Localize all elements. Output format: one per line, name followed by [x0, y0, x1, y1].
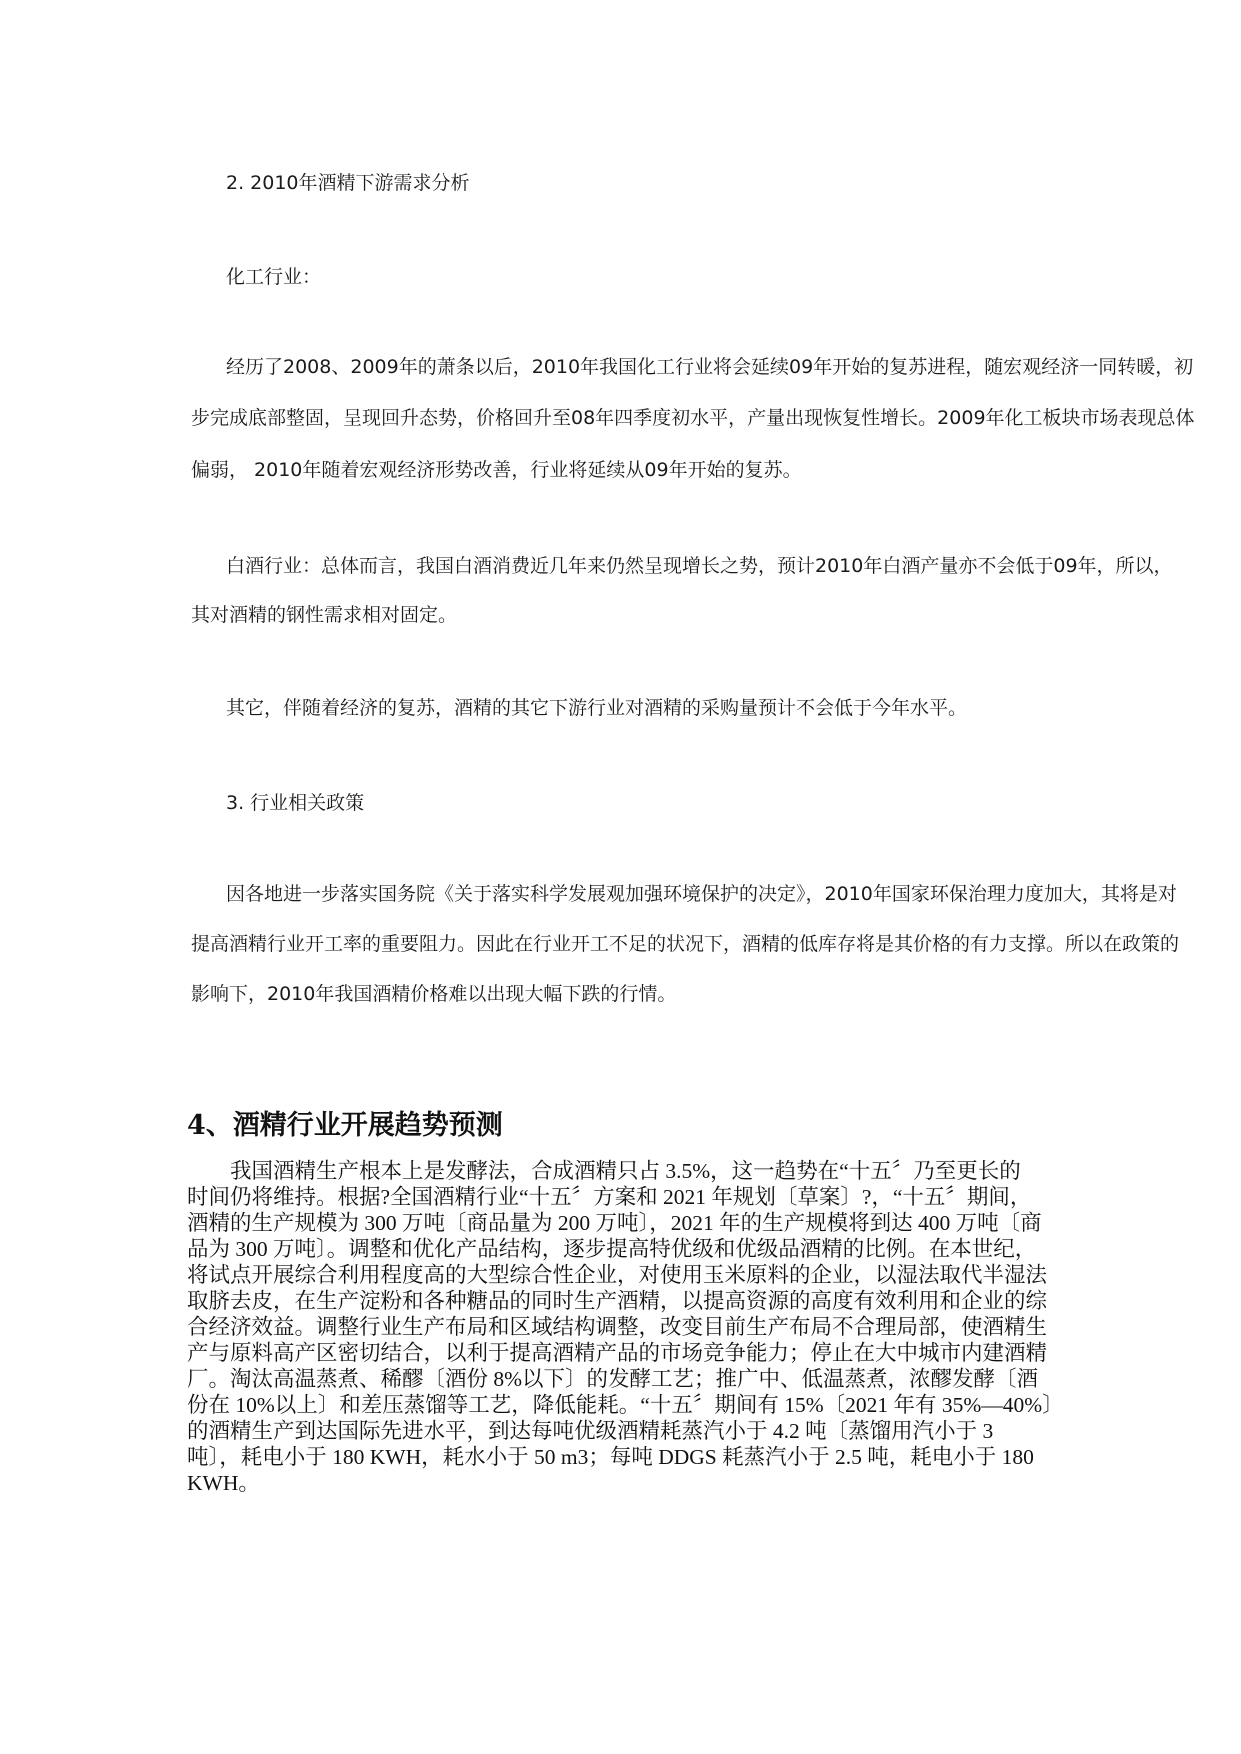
paragraph-line: 提高酒精行业开工率的重要阻力。因此在行业开工不足的状况下，酒精的低库存将是其价格的有力支撑。所以在政策的	[191, 933, 1180, 955]
paragraph-line: 白酒行业：总体而言，我国白酒消费近几年来仍然呈现增长之势，预计2010年白酒产量亦不会低于09年，所以，	[226, 555, 1173, 577]
section-2-title: 2. 2010年酒精下游需求分析	[226, 172, 470, 194]
paragraph-line: 取脐去皮，在生产淀粉和各种糖品的同时生产酒精，以提高资源的高度有效利用和企业的综	[187, 1289, 1048, 1313]
paragraph-line: KWH。	[187, 1471, 260, 1495]
paragraph-line: 步完成底部整固，呈现回升态势，价格回升至08年四季度初水平，产量出现恢复性增长。2009年化工板块市场表现总体	[191, 407, 1195, 429]
paragraph-line: 因各地进一步落实国务院《关于落实科学发展观加强环境保护的决定》，2010年国家环保治理力度加大，其将是对	[226, 883, 1177, 905]
paragraph-line: 的酒精生产到达国际先进水平，到达每吨优级酒精耗蒸汽小于 4.2 吨〔蒸馏用汽小于 3	[187, 1419, 994, 1443]
chemical-industry-label: 化工行业：	[226, 266, 322, 288]
paragraph-line: 其对酒精的钢性需求相对固定。	[191, 604, 458, 626]
paragraph-line: 经历了2008、2009年的萧条以后，2010年我国化工行业将会延续09年开始的复苏进程，随宏观经济一同转暖，初	[226, 356, 1194, 378]
paragraph-line: 将试点开展综合利用程度高的大型综合性企业，对使用玉米原料的企业，以湿法取代半湿法	[187, 1263, 1048, 1287]
section-3-title: 3. 行业相关政策	[226, 792, 365, 814]
paragraph-line: 份在 10%以上〕和差压蒸馏等工艺，降低能耗。“十五〞期间有 15%〔2021 年有 35%—40%〕	[187, 1393, 1064, 1417]
paragraph-line: 我国酒精生产根本上是发酵法，合成酒精只占 3.5%，这一趋势在“十五〞乃至更长的	[187, 1159, 1021, 1183]
paragraph-line: 酒精的生产规模为 300 万吨〔商品量为 200 万吨〕，2021 年的生产规模将到达 400 万吨〔商	[187, 1211, 1042, 1235]
other-industry-paragraph: 其它，伴随着经济的复苏，酒精的其它下游行业对酒精的采购量预计不会低于今年水平。	[226, 697, 968, 719]
paragraph-line: 品为 300 万吨〕。调整和优化产品结构，逐步提高特优级和优级品酒精的比例。在本世纪，	[187, 1237, 1037, 1261]
paragraph-line: 偏弱， 2010年随着宏观经济形势改善，行业将延续从09年开始的复苏。	[191, 459, 802, 481]
section-4-heading: 4、酒精行业开展趋势预测	[187, 1110, 503, 1141]
paragraph-line: 影响下，2010年我国酒精价格难以出现大幅下跌的行情。	[191, 983, 677, 1005]
paragraph-line: 合经济效益。调整行业生产布局和区域结构调整，改变目前生产布局不合理局部，使酒精生	[187, 1315, 1048, 1339]
paragraph-line: 产与原料高产区密切结合，以利于提高酒精产品的市场竞争能力；停止在大中城市内建酒精	[187, 1341, 1048, 1365]
paragraph-line: 吨〕，耗电小于 180 KWH，耗水小于 50 m3；每吨 DDGS 耗蒸汽小于 2.5 吨，耗电小于 180	[187, 1445, 1034, 1469]
paragraph-line: 时间仍将维持。根据?全国酒精行业“十五〞方案和 2021 年规划〔草案〕?，“十五〞期间，	[187, 1185, 1032, 1209]
paragraph-line: 厂。淘汰高温蒸煮、稀醪〔酒份 8%以下〕的发酵工艺；推广中、低温蒸煮，浓醪发酵〔酒	[187, 1367, 1039, 1391]
